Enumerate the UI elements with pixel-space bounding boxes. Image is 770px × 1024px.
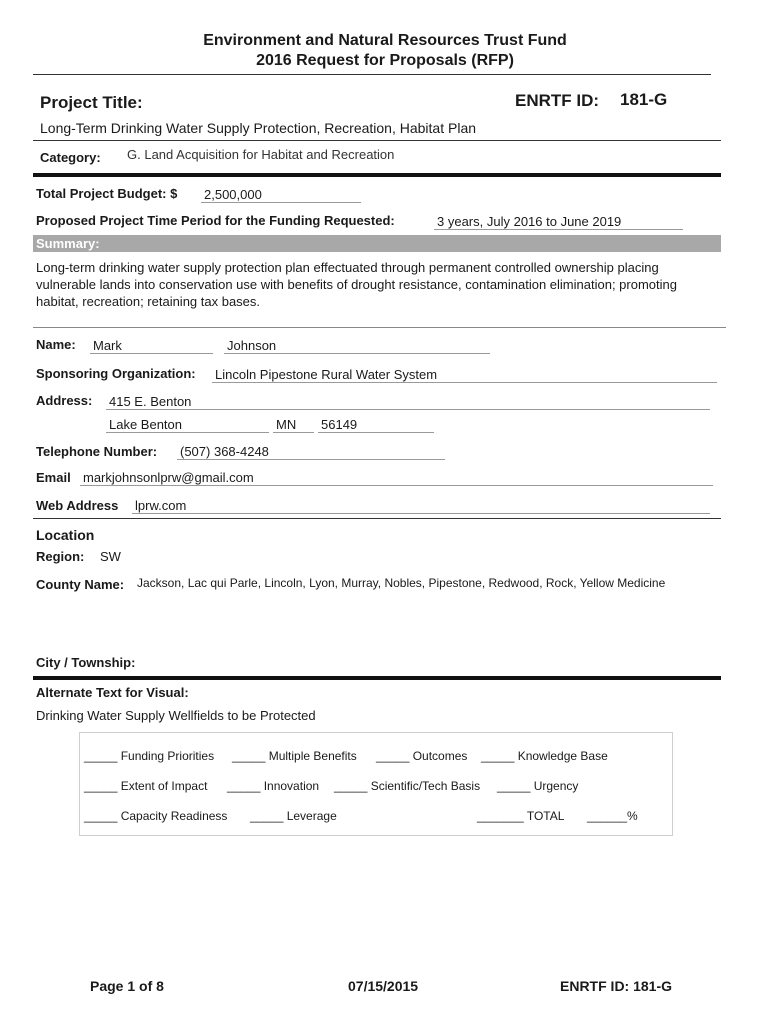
- city-township-label: City / Township:: [36, 655, 136, 670]
- first-name-field[interactable]: Mark: [90, 338, 213, 354]
- region-value[interactable]: SW: [100, 549, 121, 564]
- score-funding-priorities[interactable]: _____ Funding Priorities: [84, 749, 215, 763]
- last-name-field[interactable]: Johnson: [224, 338, 490, 354]
- title-rule: [33, 140, 721, 141]
- org-label: Sponsoring Organization:: [36, 366, 196, 381]
- web-field[interactable]: lprw.com: [132, 498, 710, 514]
- category-thick-rule: [33, 173, 721, 177]
- score-total[interactable]: _______ TOTAL: [477, 809, 565, 823]
- phone-field[interactable]: (507) 368-4248: [177, 444, 445, 460]
- footer-page: Page 1 of 8: [90, 978, 164, 994]
- period-label: Proposed Project Time Period for the Funding Requested:: [36, 213, 395, 228]
- document-title: Environment and Natural Resources Trust Fund: [203, 32, 567, 49]
- score-outcomes[interactable]: _____ Outcomes: [376, 749, 468, 763]
- enrtf-id-label: ENRTF ID:: [515, 91, 600, 110]
- org-field[interactable]: Lincoln Pipestone Rural Water System: [212, 367, 717, 383]
- summary-rule: [33, 327, 726, 328]
- county-value[interactable]: Jackson, Lac qui Parle, Lincoln, Lyon, Murray, Nobles, Pipestone, Redwood, Rock, Yellow Medicine: [137, 576, 666, 590]
- budget-label: Total Project Budget: $: [36, 186, 178, 201]
- category-label: Category:: [40, 150, 101, 165]
- project-title-label: Project Title:: [40, 93, 143, 112]
- score-innovation[interactable]: _____ Innovation: [227, 779, 320, 793]
- contact-rule: [33, 518, 721, 519]
- score-multiple-benefits[interactable]: _____ Multiple Benefits: [232, 749, 357, 763]
- score-scientific-tech-basis[interactable]: _____ Scientific/Tech Basis: [334, 779, 481, 793]
- visual-label: Alternate Text for Visual:: [36, 685, 189, 700]
- visual-text[interactable]: Drinking Water Supply Wellfields to be Protected: [36, 708, 316, 723]
- header-rule: [33, 74, 711, 75]
- web-label: Web Address: [36, 498, 119, 513]
- name-label: Name:: [36, 337, 76, 352]
- score-extent-of-impact[interactable]: _____ Extent of Impact: [84, 779, 208, 793]
- period-field[interactable]: 3 years, July 2016 to June 2019: [434, 214, 683, 230]
- footer-date: 07/15/2015: [348, 978, 419, 994]
- category-value: G. Land Acquisition for Habitat and Recreation: [127, 147, 395, 162]
- enrtf-id-value: 181-G: [620, 90, 668, 109]
- footer-id: ENRTF ID: 181-G: [560, 978, 673, 994]
- email-label: Email: [36, 470, 71, 485]
- summary-bar: Summary:: [33, 235, 721, 252]
- score-leverage[interactable]: _____ Leverage: [250, 809, 337, 823]
- location-heading: Location: [36, 527, 95, 543]
- zip-field[interactable]: 56149: [318, 417, 434, 433]
- summary-text[interactable]: Long-term drinking water supply protection plan effectuated through permanent controlled ownership placing vulnerable lands into conservation use with benefits of drought resistance, contamination elimination; promoting habitat, recreation; retaining tax bases.: [36, 260, 677, 309]
- phone-label: Telephone Number:: [36, 444, 158, 459]
- city-field[interactable]: Lake Benton: [106, 417, 269, 433]
- state-field[interactable]: MN: [273, 417, 314, 433]
- address-label: Address:: [36, 393, 93, 408]
- email-field[interactable]: markjohnsonlprw@gmail.com: [80, 470, 713, 486]
- score-capacity-readiness[interactable]: _____ Capacity Readiness: [84, 809, 228, 823]
- budget-field[interactable]: 2,500,000: [201, 187, 361, 203]
- region-label: Region:: [36, 549, 85, 564]
- location-thick-rule: [33, 676, 721, 680]
- score-percent[interactable]: ______%: [587, 809, 638, 823]
- score-knowledge-base[interactable]: _____ Knowledge Base: [481, 749, 608, 763]
- project-title-value: Long-Term Drinking Water Supply Protection, Recreation, Habitat Plan: [40, 120, 477, 136]
- document-subtitle: 2016 Request for Proposals (RFP): [256, 52, 514, 69]
- score-urgency[interactable]: _____ Urgency: [497, 779, 579, 793]
- street-field[interactable]: 415 E. Benton: [106, 394, 710, 410]
- county-label: County Name:: [36, 577, 125, 592]
- scoring-box: [79, 732, 673, 836]
